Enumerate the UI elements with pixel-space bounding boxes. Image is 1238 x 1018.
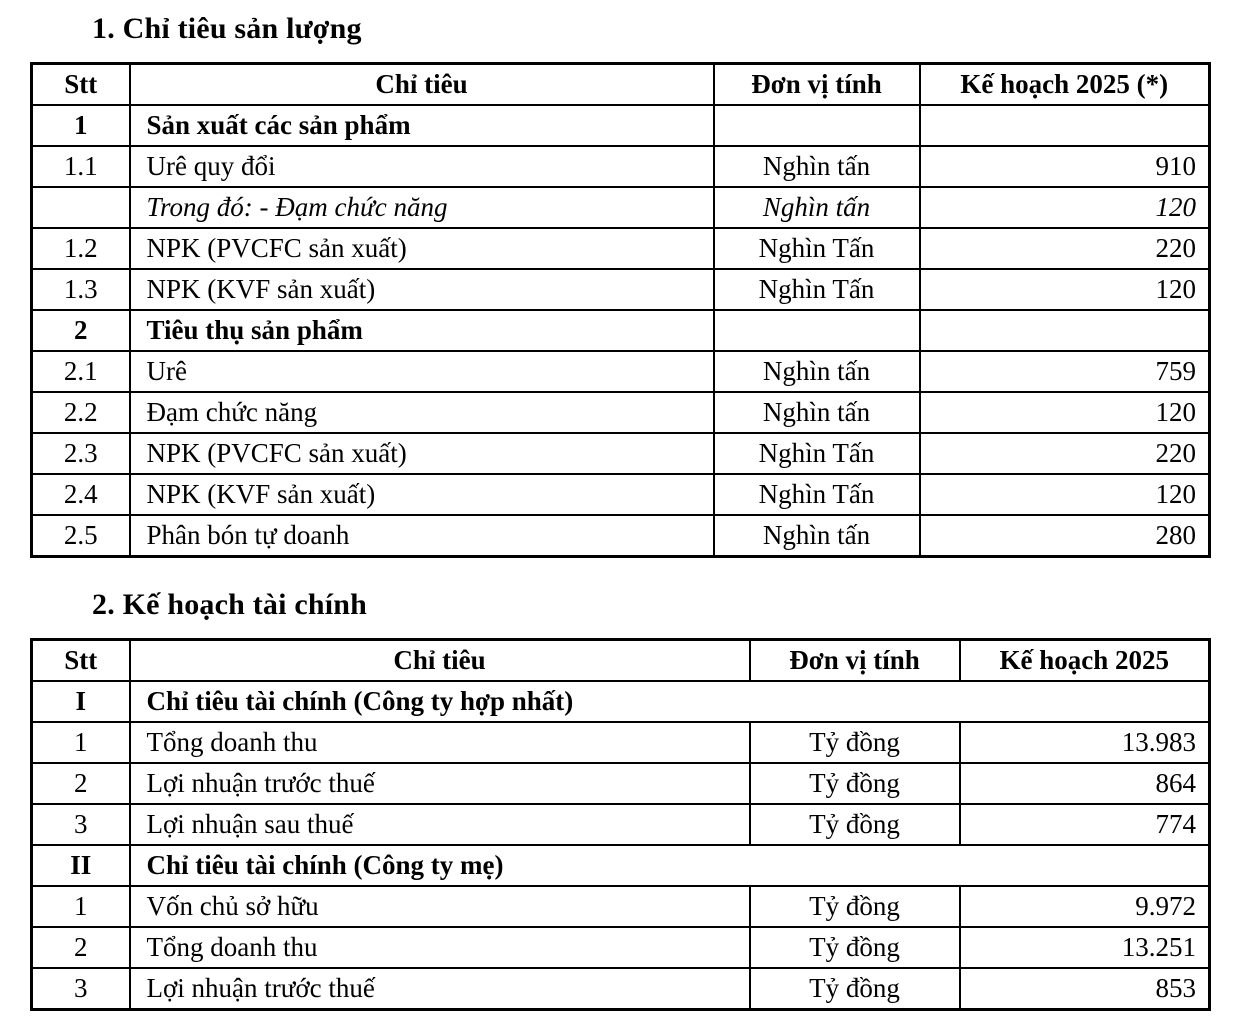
cell-stt: 1.3	[32, 269, 130, 310]
cell-stt: 2	[32, 310, 130, 351]
table-row	[32, 763, 1210, 804]
table-row	[32, 722, 1210, 763]
cell-name: Đạm chức năng	[130, 392, 714, 433]
cell-name: NPK (KVF sản xuất)	[130, 474, 714, 515]
cell-stt: 3	[32, 968, 130, 1010]
cell-value: 120	[920, 474, 1210, 515]
table-row	[32, 392, 1210, 433]
cell-stt: 2.5	[32, 515, 130, 557]
cell-value: 13.983	[960, 722, 1210, 763]
cell-value: 120	[920, 392, 1210, 433]
table-row	[32, 433, 1210, 474]
cell-value: 220	[920, 433, 1210, 474]
cell-value: 759	[920, 351, 1210, 392]
cell-stt: 2.3	[32, 433, 130, 474]
cell-value: 9.972	[960, 886, 1210, 927]
table-header-row	[32, 640, 1210, 682]
cell-value: 910	[920, 146, 1210, 187]
cell-name: Urê	[130, 351, 714, 392]
cell-unit	[714, 310, 920, 351]
cell-name: Tiêu thụ sản phẩm	[130, 310, 714, 351]
cell-value	[920, 105, 1210, 146]
table-row	[32, 968, 1210, 1010]
table-row	[32, 351, 1210, 392]
cell-unit: Tỷ đồng	[750, 804, 960, 845]
cell-stt: 1.1	[32, 146, 130, 187]
cell-name: Chỉ tiêu tài chính (Công ty mẹ)	[130, 845, 1210, 886]
cell-value: 774	[960, 804, 1210, 845]
header-plan: Kế hoạch 2025 (*)	[920, 64, 1210, 106]
cell-stt: 2.1	[32, 351, 130, 392]
cell-name: Tổng doanh thu	[130, 722, 750, 763]
cell-name: Trong đó: - Đạm chức năng	[130, 187, 714, 228]
financial-plan-table	[30, 638, 1211, 1011]
cell-name: Tổng doanh thu	[130, 927, 750, 968]
cell-unit: Tỷ đồng	[750, 722, 960, 763]
table-row	[32, 927, 1210, 968]
section2-title: 2. Kế hoạch tài chính	[92, 588, 368, 621]
cell-unit: Nghìn Tấn	[714, 269, 920, 310]
cell-unit: Tỷ đồng	[750, 968, 960, 1010]
table-row	[32, 187, 1210, 228]
cell-stt: 2.2	[32, 392, 130, 433]
cell-name: NPK (KVF sản xuất)	[130, 269, 714, 310]
header-unit: Đơn vị tính	[750, 640, 960, 682]
cell-name: NPK (PVCFC sản xuất)	[130, 433, 714, 474]
cell-unit: Nghìn tấn	[714, 351, 920, 392]
cell-value: 280	[920, 515, 1210, 557]
header-name: Chỉ tiêu	[130, 64, 714, 106]
header-plan: Kế hoạch 2025	[960, 640, 1210, 682]
cell-unit: Tỷ đồng	[750, 763, 960, 804]
cell-name: Lợi nhuận trước thuế	[130, 763, 750, 804]
cell-unit	[714, 105, 920, 146]
cell-stt: 2.4	[32, 474, 130, 515]
table-row	[32, 886, 1210, 927]
cell-value: 120	[920, 269, 1210, 310]
cell-stt: 1.2	[32, 228, 130, 269]
cell-stt: 1	[32, 722, 130, 763]
cell-stt: 1	[32, 886, 130, 927]
cell-stt	[32, 187, 130, 228]
table-row	[32, 681, 1210, 722]
cell-name: Phân bón tự doanh	[130, 515, 714, 557]
cell-name: Lợi nhuận trước thuế	[130, 968, 750, 1010]
header-unit: Đơn vị tính	[714, 64, 920, 106]
section1-title: 1. Chỉ tiêu sản lượng	[92, 12, 362, 45]
header-name: Chỉ tiêu	[130, 640, 750, 682]
cell-name: Lợi nhuận sau thuế	[130, 804, 750, 845]
cell-name: NPK (PVCFC sản xuất)	[130, 228, 714, 269]
table-row	[32, 269, 1210, 310]
table-row	[32, 310, 1210, 351]
table-row	[32, 845, 1210, 886]
cell-unit: Tỷ đồng	[750, 886, 960, 927]
cell-unit: Nghìn tấn	[714, 146, 920, 187]
cell-unit: Nghìn Tấn	[714, 228, 920, 269]
cell-value	[920, 310, 1210, 351]
table-row	[32, 474, 1210, 515]
cell-stt: II	[32, 845, 130, 886]
cell-value: 220	[920, 228, 1210, 269]
table-row	[32, 515, 1210, 557]
cell-name: Sản xuất các sản phẩm	[130, 105, 714, 146]
cell-name: Chỉ tiêu tài chính (Công ty hợp nhất)	[130, 681, 1210, 722]
cell-unit: Nghìn Tấn	[714, 474, 920, 515]
cell-stt: 1	[32, 105, 130, 146]
cell-name: Urê quy đổi	[130, 146, 714, 187]
cell-unit: Tỷ đồng	[750, 927, 960, 968]
cell-stt: 2	[32, 927, 130, 968]
cell-unit: Nghìn Tấn	[714, 433, 920, 474]
header-stt: Stt	[32, 64, 130, 106]
cell-value: 853	[960, 968, 1210, 1010]
table-row	[32, 105, 1210, 146]
production-targets-table	[30, 62, 1211, 558]
cell-name: Vốn chủ sở hữu	[130, 886, 750, 927]
cell-unit: Nghìn tấn	[714, 515, 920, 557]
table-row	[32, 228, 1210, 269]
cell-value: 120	[920, 187, 1210, 228]
cell-unit: Nghìn tấn	[714, 392, 920, 433]
table-row	[32, 146, 1210, 187]
cell-value: 13.251	[960, 927, 1210, 968]
cell-stt: I	[32, 681, 130, 722]
cell-value: 864	[960, 763, 1210, 804]
cell-unit: Nghìn tấn	[714, 187, 920, 228]
header-stt: Stt	[32, 640, 130, 682]
table-header-row	[32, 64, 1210, 106]
cell-stt: 3	[32, 804, 130, 845]
cell-stt: 2	[32, 763, 130, 804]
table-row	[32, 804, 1210, 845]
